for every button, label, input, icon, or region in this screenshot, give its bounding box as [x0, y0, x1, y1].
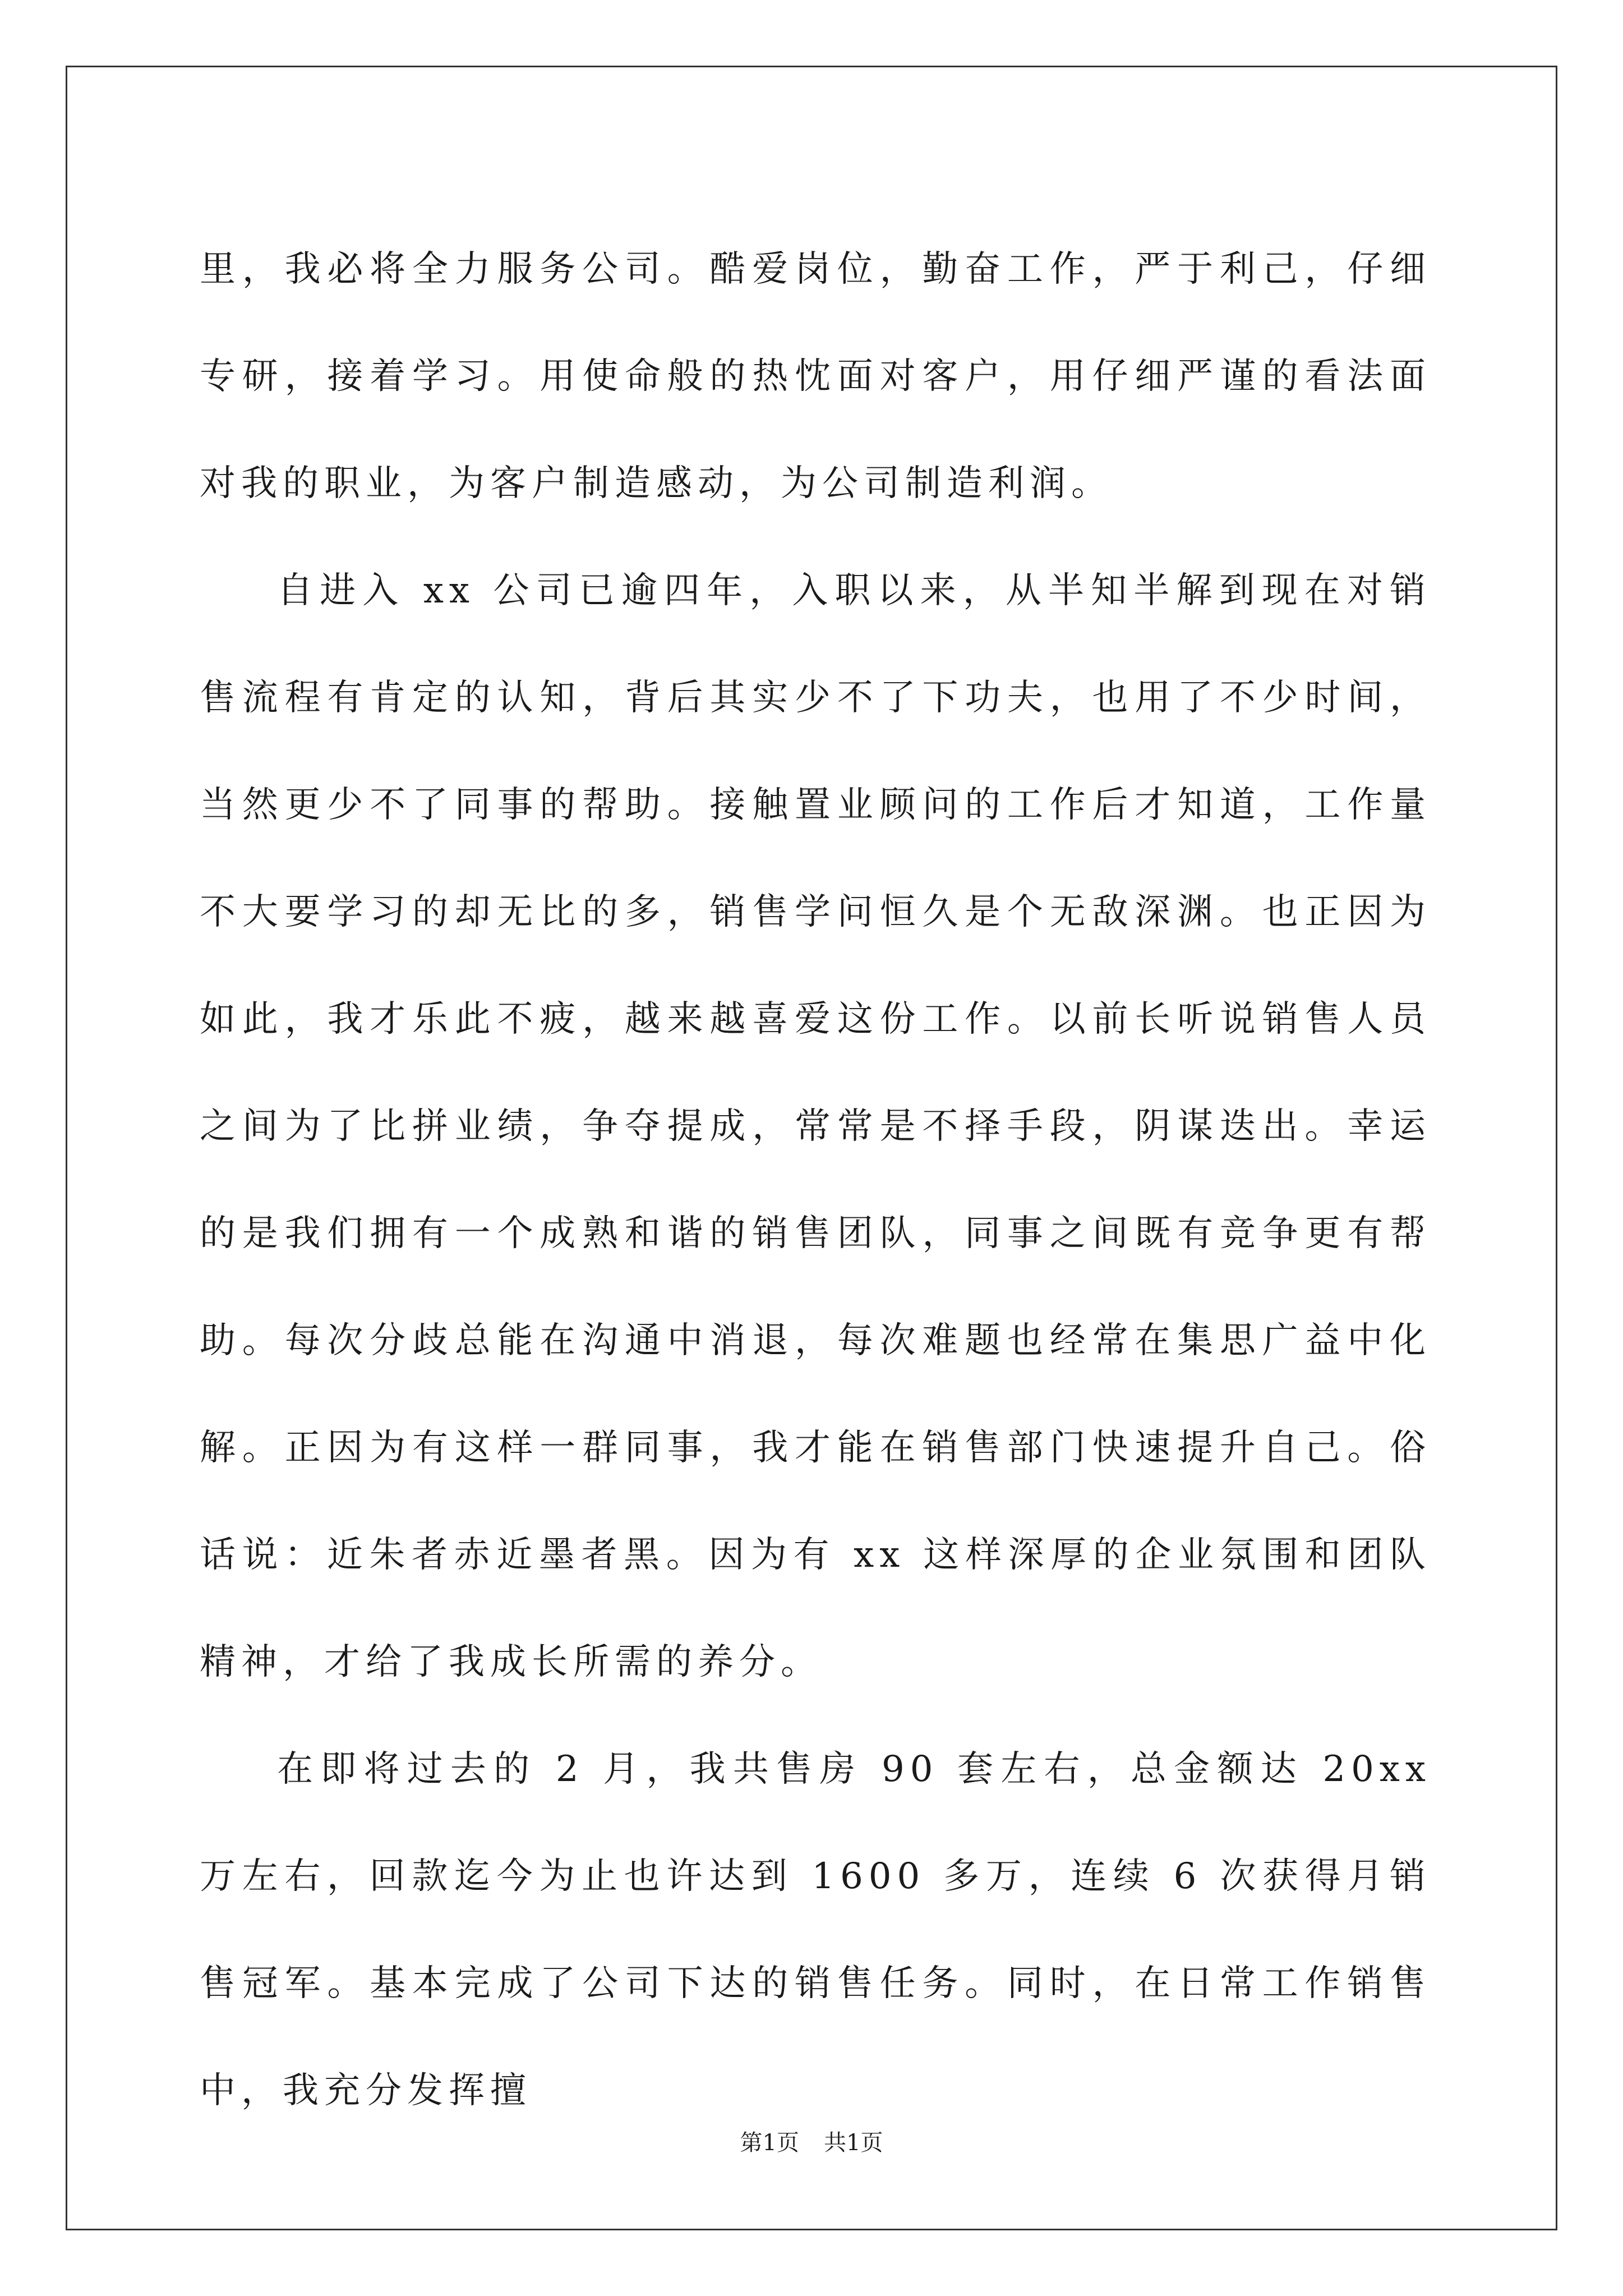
paragraph-3: 在即将过去的 2 月，我共售房 90 套左右，总金额达 20xx 万左右，回款迄今为止也许达到 1600 多万，连续 6 次获得月销售冠军。基本完成了公司下达的销售任务。同时，在日常工作销售中，我充分发挥擅 — [200, 1749, 1431, 2111]
page-total: 共1页 — [824, 2130, 883, 2156]
page-footer — [0, 2126, 1623, 2160]
paragraph-2: 自进入 xx 公司已逾四年，入职以来，从半知半解到现在对销售流程有肯定的认知，背后其实少不了下功夫，也用了不少时间，当然更少不了同事的帮助。接触置业顾问的工作后才知道，工作量不大要学习的却无比的多，销售学问恒久是个无敌深渊。也正因为如此，我才乐此不疲，越来越喜爱这份工作。以前长听说销售人员之间为了比拼业绩，争夺提成，常常是不择手段，阴谋迭出。幸运的是我们拥有一个成熟和谐的销售团队，同事之间既有竞争更有帮助。每次分歧总能在沟通中消退，每次难题也经常在集思广益中化解。正因为有这样一群同事，我才能在销售部门快速提升自己。俗话说：近朱者赤近墨者黑。因为有 xx 这样深厚的企业氛围和团队精神，才给了我成长所需的养分。 — [200, 570, 1431, 1683]
paragraph-1: 里，我必将全力服务公司。酷爱岗位，勤奋工作，严于利己，仔细专研，接着学习。用使命般的热忱面对客户，用仔细严谨的看法面对我的职业，为客户制造感动，为公司制造利润。 — [200, 249, 1431, 504]
page-number: 第1页 — [740, 2130, 799, 2156]
document-body — [200, 216, 1431, 2145]
